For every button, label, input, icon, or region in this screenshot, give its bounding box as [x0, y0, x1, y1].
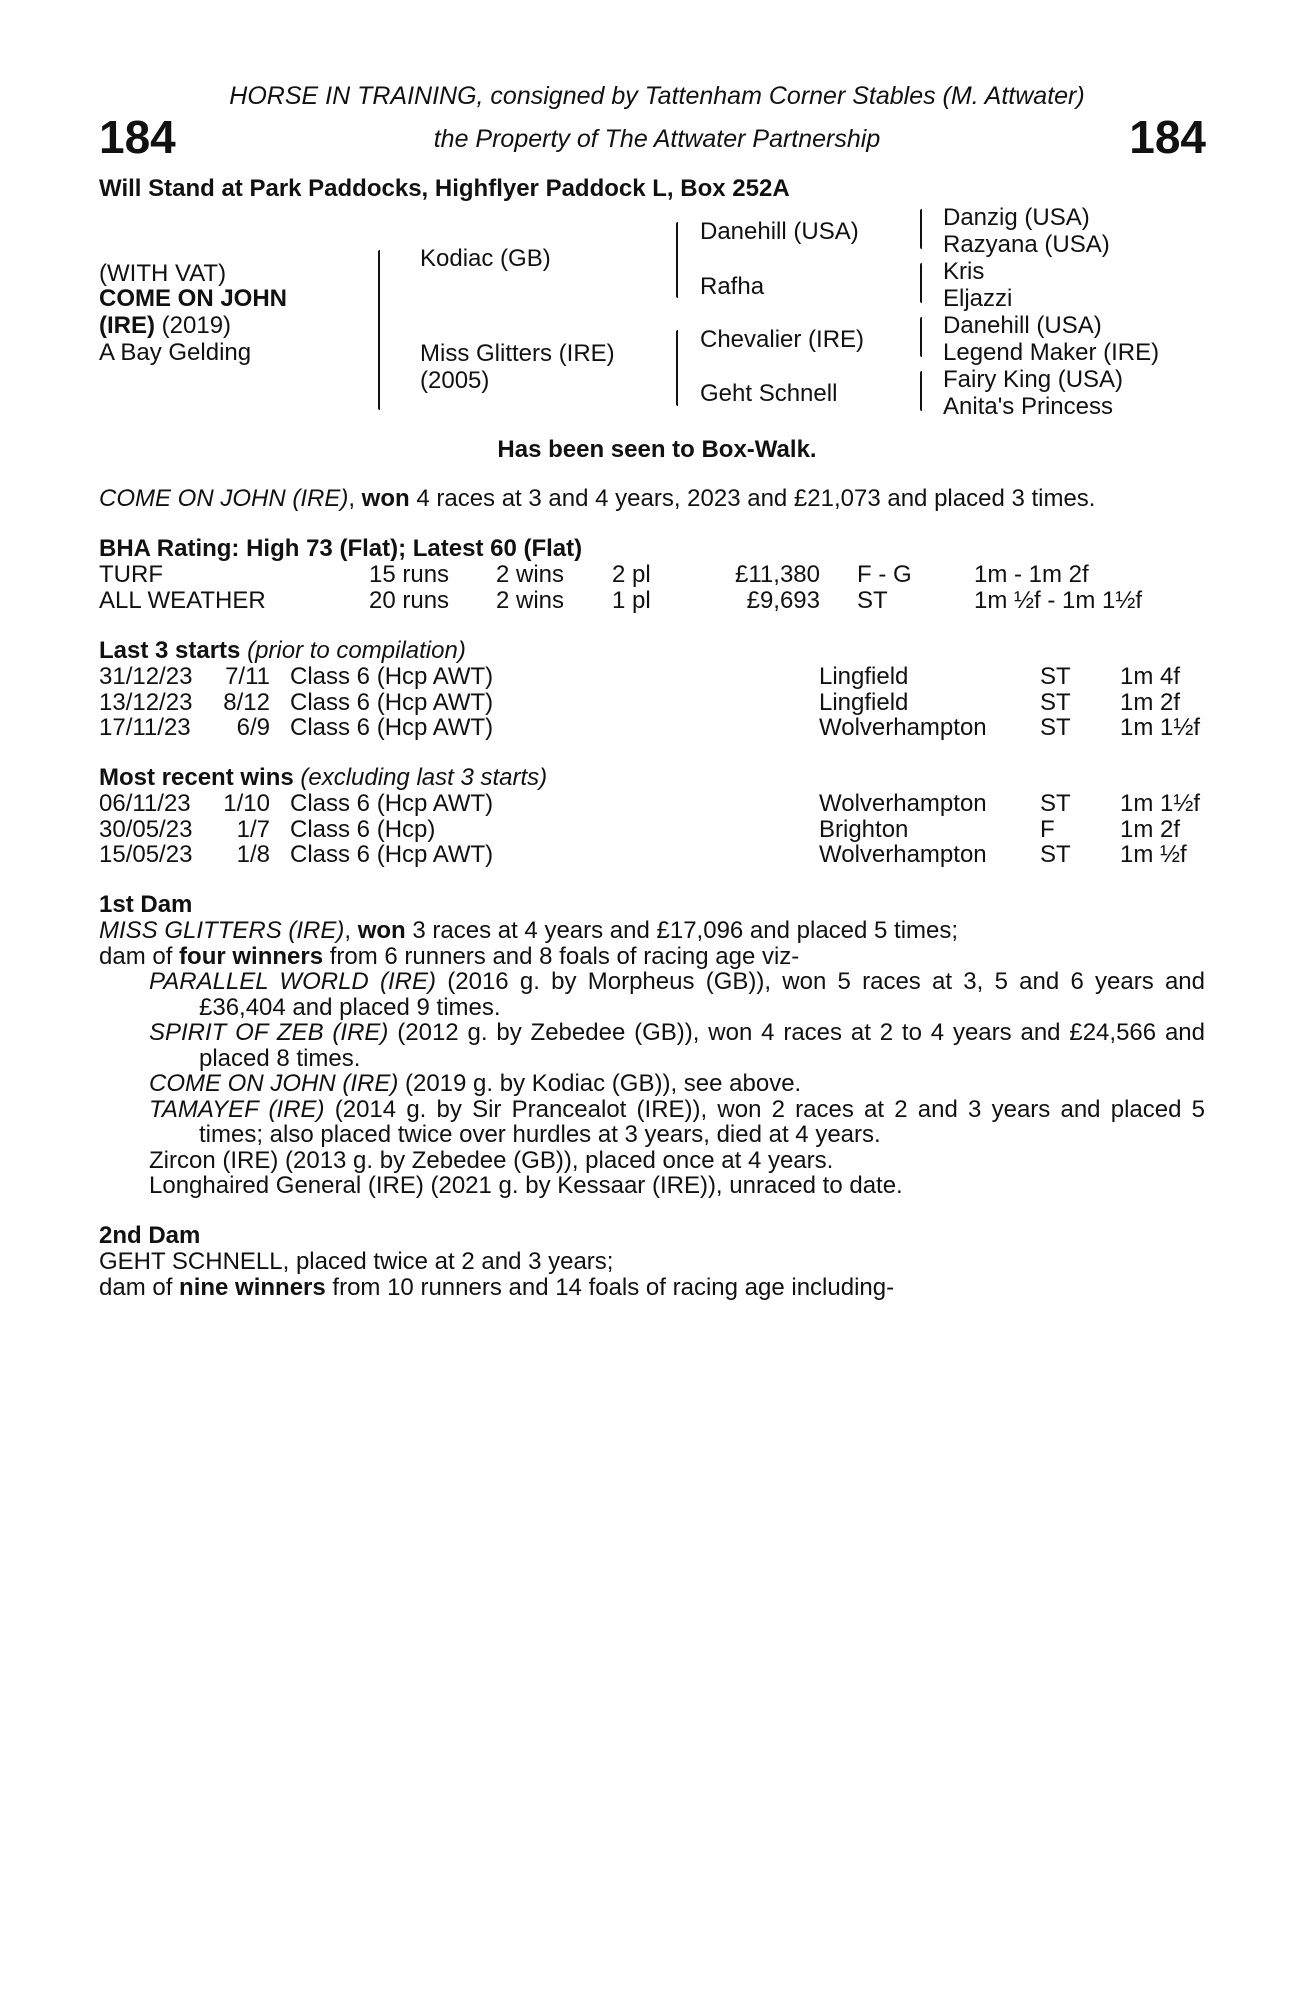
last3-heading: Last 3 starts (prior to compilation) — [99, 637, 466, 664]
second-dam-heading: 2nd Dam — [99, 1222, 201, 1249]
pedigree-g3: Kris — [943, 258, 985, 285]
last3-row: 13/12/23 8/12 Class 6 (Hcp AWT) Lingfield ST 1m 2f — [99, 688, 1181, 716]
progeny-entry: Zircon (IRE) (2013 g. by Zebedee (GB)), placed once at 4 years. — [149, 1146, 834, 1174]
lot-number-right: 184 — [1129, 111, 1206, 163]
pedigree-g7: Fairy King (USA) — [943, 366, 1124, 393]
progeny-entry: SPIRIT OF ZEB (IRE) (2012 g. by Zebedee (GB)), won 4 races at 2 to 4 years and £24,566 and placed 8 times. — [149, 1019, 1205, 1072]
rating-row-turf: TURF 15 runs 2 wins 2 pl £11,380 F - G 1m - 1m 2f — [99, 561, 1089, 588]
last3-table — [99, 664, 1199, 741]
bha-rating: BHA Rating: High 73 (Flat); Latest 60 (Flat) — [99, 535, 583, 562]
first-dam-text — [99, 918, 1205, 1199]
last3-row: 31/12/23 7/11 Class 6 (Hcp AWT) Lingfield ST 1m 4f — [99, 663, 1181, 690]
first-dam-line2: dam of four winners from 6 runners and 8 foals of racing age viz- — [99, 942, 800, 970]
last3-row: 17/11/23 6/9 Class 6 (Hcp AWT) Wolverhampton ST 1m 1½f — [99, 714, 1201, 741]
pedigree-brace-g4 — [920, 371, 922, 411]
recent-wins-heading: Most recent wins (excluding last 3 starts) — [99, 764, 548, 791]
second-dam-line2: dam of nine winners from 10 runners and 14 foals of racing age including- — [99, 1273, 895, 1301]
stand-location: Will Stand at Park Paddocks, Highflyer Paddock L, Box 252A — [99, 175, 790, 202]
horse-name-line2: (IRE) (2019) — [99, 312, 232, 339]
progeny-entry: PARALLEL WORLD (IRE) (2016 g. by Morpheus (GB)), won 5 races at 3, 5 and 6 years and £36,404 and placed 9 times. — [149, 968, 1206, 1021]
pedigree-g5: Danehill (USA) — [943, 312, 1102, 339]
second-dam-text — [99, 1249, 1205, 1300]
pedigree-g6: Legend Maker (IRE) — [943, 339, 1160, 366]
pedigree-g2: Razyana (USA) — [943, 231, 1110, 258]
boxwalk-note: Has been seen to Box-Walk. — [497, 436, 817, 463]
header-line1: HORSE IN TRAINING, consigned by Tattenham Corner Stables (M. Attwater) — [229, 82, 1085, 110]
pedigree-dam: Miss Glitters (IRE) — [420, 340, 615, 367]
pedigree-brace-g3 — [920, 317, 922, 357]
rating-table — [99, 562, 1199, 613]
pedigree-brace-main — [378, 250, 380, 410]
pedigree-g4: Eljazzi — [943, 285, 1013, 312]
first-dam-line1: MISS GLITTERS (IRE), won 3 races at 4 years and £17,096 and placed 5 times; — [99, 917, 959, 944]
progeny-entry: Longhaired General (IRE) (2021 g. by Kessaar (IRE)), unraced to date. — [149, 1172, 903, 1199]
pedigree-g1: Danzig (USA) — [943, 204, 1090, 231]
recent-row: 30/05/23 1/7 Class 6 (Hcp) Brighton F 1m 2f — [99, 815, 1181, 843]
recent-row: 06/11/23 1/10 Class 6 (Hcp AWT) Wolverhampton ST 1m 1½f — [99, 790, 1201, 817]
race-summary: COME ON JOHN (IRE), won 4 races at 3 and 4 years, 2023 and £21,073 and placed 3 times. — [99, 485, 1096, 512]
pedigree-brace-dam — [676, 330, 678, 406]
pedigree-sire-dam: Rafha — [700, 273, 765, 300]
recent-wins-table — [99, 791, 1199, 868]
pedigree-dam-year: (2005) — [420, 367, 490, 394]
rating-row-aw: ALL WEATHER 20 runs 2 wins 1 pl £9,693 ST 1m ½f - 1m 1½f — [99, 586, 1143, 614]
pedigree-brace-sire — [676, 222, 678, 298]
pedigree-dam-dam: Geht Schnell — [700, 380, 838, 407]
pedigree-brace-g2 — [920, 263, 922, 303]
header-line2: the Property of The Attwater Partnership — [433, 125, 881, 153]
pedigree-dam-sire: Chevalier (IRE) — [700, 326, 865, 353]
vat-note: (WITH VAT) — [99, 260, 227, 287]
second-dam-line1: GEHT SCHNELL, placed twice at 2 and 3 years; — [99, 1248, 614, 1275]
pedigree-brace-g1 — [920, 209, 922, 249]
horse-description: A Bay Gelding — [99, 339, 252, 366]
recent-row: 15/05/23 1/8 Class 6 (Hcp AWT) Wolverhampton ST 1m ½f — [99, 841, 1187, 868]
pedigree-sire-sire: Danehill (USA) — [700, 218, 859, 245]
lot-number-left: 184 — [99, 111, 176, 163]
pedigree-g8: Anita's Princess — [943, 393, 1113, 420]
horse-name: COME ON JOHN — [99, 285, 288, 312]
progeny-entry: TAMAYEF (IRE) (2014 g. by Sir Prancealot (IRE)), won 2 races at 2 and 3 years and placed 5 times; also placed twice over hurdles at 3 years, died at 4 years. — [149, 1095, 1205, 1148]
first-dam-heading: 1st Dam — [99, 891, 193, 918]
pedigree-sire: Kodiac (GB) — [420, 245, 551, 272]
progeny-entry: COME ON JOHN (IRE) (2019 g. by Kodiac (GB)), see above. — [149, 1070, 802, 1097]
